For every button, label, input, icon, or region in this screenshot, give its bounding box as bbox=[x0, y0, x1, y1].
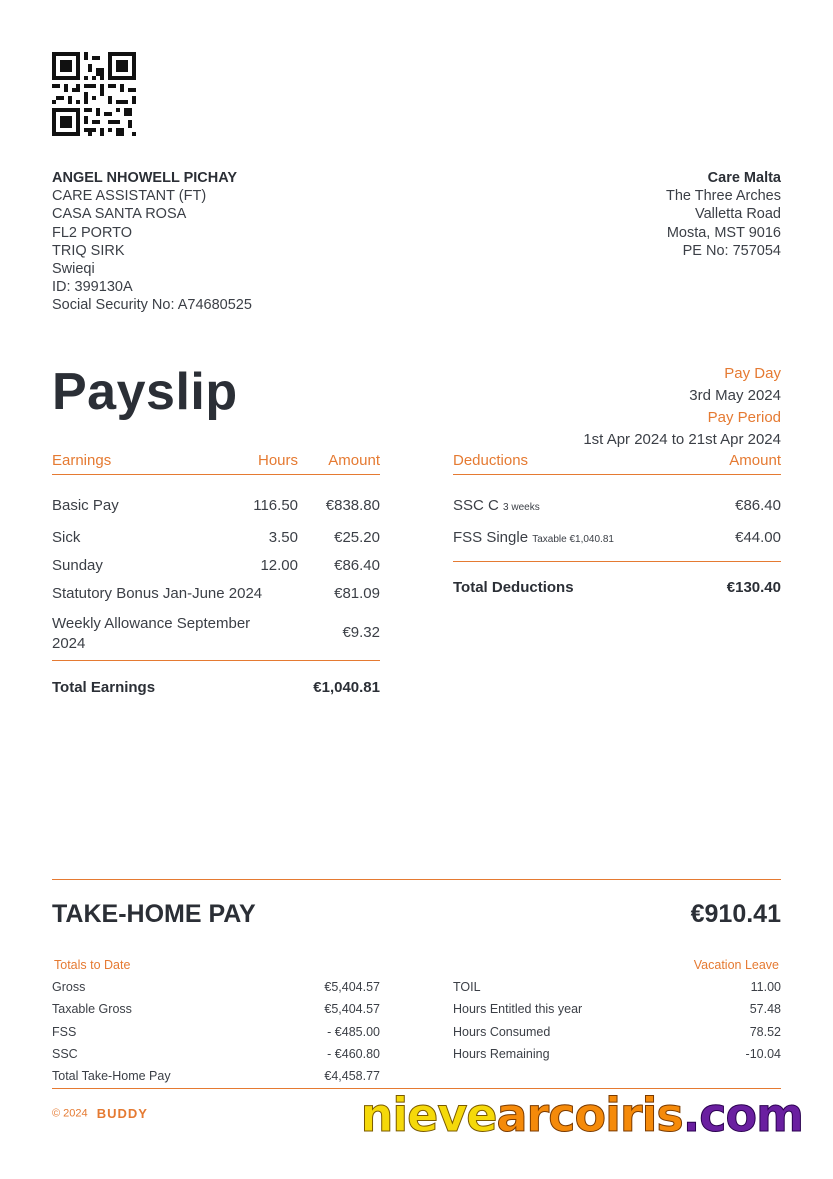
divider bbox=[52, 879, 781, 880]
deductions-column-header: Deductions bbox=[453, 452, 529, 469]
amount-column-header: Amount bbox=[729, 452, 781, 469]
earning-hours: 116.50 bbox=[253, 497, 298, 514]
earning-amount: €86.40 bbox=[334, 557, 380, 574]
earnings-table bbox=[52, 452, 380, 701]
take-home-label: TAKE-HOME PAY bbox=[52, 900, 256, 928]
employee-name: ANGEL NHOWELL PICHAY bbox=[52, 170, 238, 186]
pay-info bbox=[583, 363, 781, 451]
total-value: €5,404.57 bbox=[324, 1002, 380, 1017]
deduction-amount: €44.00 bbox=[735, 529, 781, 546]
earning-amount: €9.32 bbox=[342, 624, 380, 641]
total-label: SSC bbox=[52, 1046, 78, 1061]
watermark-part: .com bbox=[682, 1088, 803, 1142]
table-row bbox=[52, 497, 380, 529]
earnings-header bbox=[52, 452, 380, 475]
total-value: €5,404.57 bbox=[324, 980, 380, 994]
earnings-column-header: Earnings bbox=[52, 452, 112, 469]
total-value: - €485.00 bbox=[327, 1024, 380, 1039]
earning-hours: 3.50 bbox=[268, 529, 298, 546]
total-earnings-value: €1,040.81 bbox=[313, 679, 380, 696]
deductions-header bbox=[453, 452, 781, 475]
leave-value: 11.00 bbox=[750, 980, 781, 994]
watermark-part: arcoiris bbox=[496, 1088, 683, 1142]
table-row bbox=[453, 1000, 781, 1022]
table-row bbox=[453, 1045, 781, 1067]
leave-label: Hours Consumed bbox=[453, 1024, 551, 1039]
vacation-leave-header bbox=[453, 958, 781, 978]
table-row bbox=[52, 1023, 380, 1045]
company-details bbox=[666, 169, 781, 260]
earning-label: Sunday bbox=[52, 557, 103, 574]
total-deductions-value: €130.40 bbox=[726, 579, 781, 596]
table-row bbox=[453, 497, 781, 529]
table-row bbox=[52, 557, 380, 585]
total-earnings-label: Total Earnings bbox=[52, 679, 156, 696]
employee-address-line: TRIQ SIRK bbox=[52, 242, 125, 259]
employee-position: CARE ASSISTANT (FT) bbox=[52, 188, 207, 205]
total-value: €4,458.77 bbox=[324, 1069, 380, 1084]
pay-day-value: 3rd May 2024 bbox=[689, 387, 781, 404]
table-row bbox=[52, 585, 380, 614]
employee-address-line: FL2 PORTO bbox=[52, 224, 133, 241]
totals-to-date-table bbox=[52, 958, 380, 1089]
deduction-label bbox=[453, 497, 540, 514]
leave-value: 57.48 bbox=[749, 1002, 781, 1017]
deduction-name: FSS Single bbox=[453, 529, 529, 546]
employee-details bbox=[52, 169, 252, 315]
total-label: Gross bbox=[52, 980, 86, 994]
leave-value: -10.04 bbox=[745, 1046, 781, 1061]
totals-to-date-header bbox=[52, 958, 380, 978]
deduction-note: Taxable €1,040.81 bbox=[532, 534, 614, 545]
table-row bbox=[52, 1067, 380, 1089]
vacation-leave-table bbox=[453, 958, 781, 1067]
total-deductions-row bbox=[453, 561, 781, 602]
earning-label: Sick bbox=[52, 529, 81, 546]
earning-amount: €25.20 bbox=[334, 529, 380, 546]
earning-hours: 12.00 bbox=[260, 557, 298, 574]
company-address-line: Mosta, MST 9016 bbox=[666, 224, 781, 241]
earning-label: Statutory Bonus Jan-June 2024 bbox=[52, 585, 263, 602]
company-address-line: The Three Arches bbox=[666, 188, 781, 205]
copyright-text: © 2024 bbox=[52, 1107, 88, 1120]
qr-code bbox=[52, 52, 136, 136]
company-address-line: Valletta Road bbox=[695, 206, 781, 223]
deduction-amount: €86.40 bbox=[735, 497, 781, 514]
deductions-table bbox=[453, 452, 781, 602]
leave-label: Hours Entitled this year bbox=[453, 1002, 583, 1017]
deduction-name: SSC C bbox=[453, 497, 499, 514]
employee-locality: Swieqi bbox=[52, 261, 95, 278]
table-row bbox=[52, 1045, 380, 1067]
employee-address-line: CASA SANTA ROSA bbox=[52, 206, 187, 223]
table-row bbox=[52, 529, 380, 557]
table-row bbox=[453, 978, 781, 1000]
buddy-logo: BUDDY bbox=[96, 1106, 148, 1121]
earning-label: Basic Pay bbox=[52, 497, 119, 514]
hours-column-header: Hours bbox=[257, 452, 298, 469]
total-label: FSS bbox=[52, 1024, 77, 1039]
take-home-value: €910.41 bbox=[690, 900, 781, 928]
company-pe-number: PE No: 757054 bbox=[682, 242, 781, 259]
employee-id: ID: 399130A bbox=[52, 279, 133, 296]
total-label: Taxable Gross bbox=[52, 1002, 132, 1017]
table-row bbox=[453, 529, 781, 561]
company-name: Care Malta bbox=[707, 170, 781, 186]
leave-label: Hours Remaining bbox=[453, 1046, 550, 1061]
watermark-part: nieve bbox=[360, 1088, 497, 1142]
earning-amount: €838.80 bbox=[325, 497, 380, 514]
pay-period-value: 1st Apr 2024 to 21st Apr 2024 bbox=[583, 431, 781, 448]
deduction-label bbox=[453, 529, 614, 546]
table-row bbox=[52, 978, 380, 1000]
total-deductions-label: Total Deductions bbox=[453, 579, 574, 596]
watermark bbox=[361, 1088, 803, 1142]
earning-label: Weekly Allowance September 2024 bbox=[52, 615, 251, 652]
deduction-note: 3 weeks bbox=[503, 502, 540, 513]
total-earnings-row bbox=[52, 660, 380, 701]
table-row bbox=[52, 1000, 380, 1022]
total-value: - €460.80 bbox=[327, 1046, 380, 1061]
employee-social-security: Social Security No: A74680525 bbox=[52, 297, 252, 314]
pay-day-label: Pay Day bbox=[724, 365, 781, 382]
vacation-leave-title: Vacation Leave bbox=[693, 958, 779, 972]
totals-to-date-title: Totals to Date bbox=[54, 958, 131, 972]
leave-value: 78.52 bbox=[749, 1024, 781, 1039]
table-row bbox=[453, 1023, 781, 1045]
table-row bbox=[52, 614, 380, 660]
pay-period-label: Pay Period bbox=[707, 409, 781, 426]
leave-label: TOIL bbox=[453, 980, 481, 994]
earning-amount: €81.09 bbox=[334, 585, 380, 602]
page-title: Payslip bbox=[52, 363, 238, 421]
total-label: Total Take-Home Pay bbox=[52, 1069, 171, 1084]
footer bbox=[52, 1106, 148, 1121]
amount-column-header: Amount bbox=[328, 452, 380, 469]
